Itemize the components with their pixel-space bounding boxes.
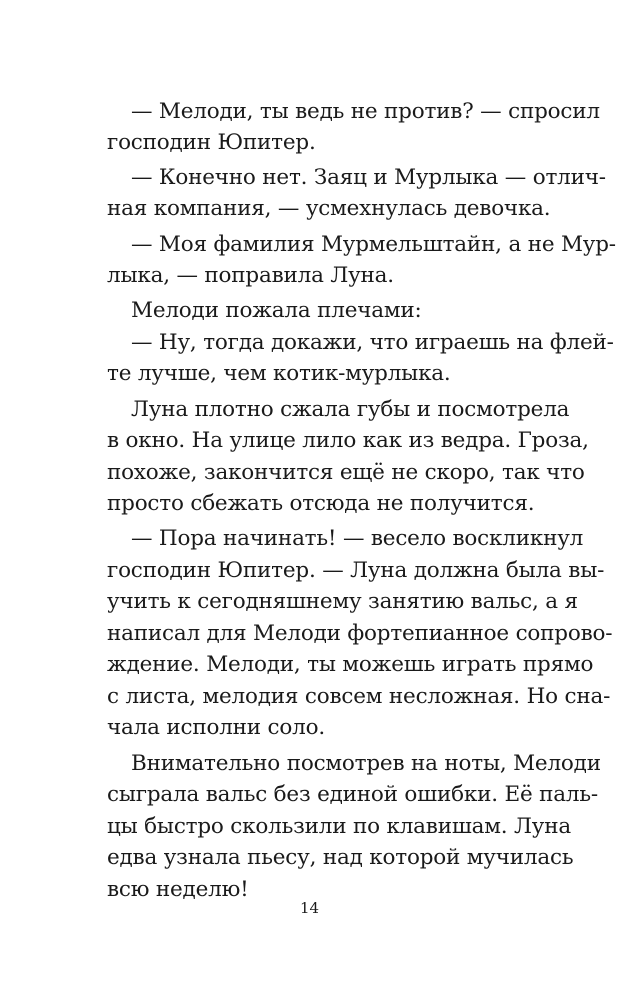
text-line-9: те лучше, чем котик-мурлыка. <box>107 361 451 386</box>
text-line-6: лыка, — поправила Луна. <box>107 263 394 288</box>
text-line-13: просто сбежать отсюда не получится. <box>107 491 535 516</box>
text-line-3: — Конечно нет. Заяц и Мурлыка — отлич- <box>131 165 606 190</box>
text-line-8: — Ну, тогда докажи, что играешь на флей- <box>131 330 614 355</box>
text-line-15: господин Юпитер. — Луна должна была вы- <box>107 558 605 583</box>
text-line-19: с листа, мелодия совсем несложная. Но сна- <box>107 684 611 709</box>
text-line-2: господин Юпитер. <box>107 130 316 155</box>
text-line-25: всю неделю! <box>107 877 249 902</box>
text-line-1: — Мелоди, ты ведь не против? — спросил <box>131 99 600 124</box>
text-line-17: написал для Мелоди фортепианное сопрово- <box>107 621 613 646</box>
text-line-22: сыграла вальс без единой ошибки. Её паль- <box>107 782 598 807</box>
text-line-10: Луна плотно сжала губы и посмотрела <box>131 397 570 422</box>
text-line-16: учить к сегодняшнему занятию вальс, а я <box>107 589 578 614</box>
page-number: 14 <box>299 899 320 917</box>
text-line-5: — Моя фамилия Мурмельштайн, а не Мур- <box>131 232 616 257</box>
text-line-21: Внимательно посмотрев на ноты, Мелоди <box>131 751 601 776</box>
text-line-7: Мелоди пожала плечами: <box>131 298 422 323</box>
text-line-14: — Пора начинать! — весело воскликнул <box>131 526 584 551</box>
text-line-12: похоже, закончится ещё не скоро, так что <box>107 460 585 485</box>
text-line-4: ная компания, — усмехнулась девочка. <box>107 196 551 221</box>
text-line-18: ждение. Мелоди, ты можешь играть прямо <box>107 652 594 677</box>
text-line-24: едва узнала пьесу, над которой мучилась <box>107 845 574 870</box>
text-line-11: в окно. На улице лило как из ведра. Гроза, <box>107 428 589 453</box>
text-line-20: чала исполни соло. <box>107 715 325 740</box>
text-line-23: цы быстро скользили по клавишам. Луна <box>107 814 571 839</box>
